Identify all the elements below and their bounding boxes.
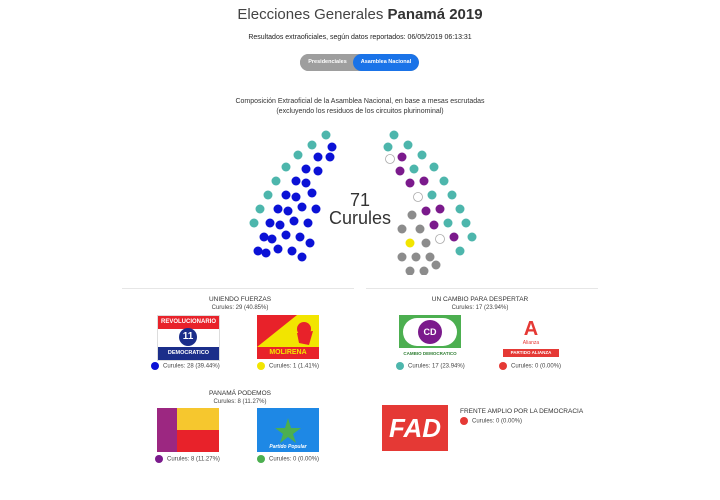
left-seat (298, 253, 307, 262)
right-seat (406, 267, 415, 276)
partido-popular-logo-text: Partido Popular (269, 444, 307, 450)
right-seat (422, 207, 431, 216)
right-seat (384, 143, 393, 152)
right-seat (398, 153, 407, 162)
alianza-logo-letter: A (523, 318, 539, 340)
prd-logo-number: 11 (179, 328, 197, 346)
podemos-color-dot (155, 455, 163, 463)
alianza-color-dot (499, 362, 507, 370)
group-title: FRENTE AMPLIO POR LA DEMOCRACIA (460, 408, 584, 415)
partido-popular-logo (257, 408, 319, 452)
left-seat (298, 203, 307, 212)
right-seat (444, 219, 453, 228)
prd-stat-text: Curules: 28 (39.44%) (163, 363, 220, 370)
left-seat (284, 207, 293, 216)
group-seats: Curules: 8 (11.27%) (213, 399, 267, 405)
left-seat (282, 191, 291, 200)
podemos-logo (157, 408, 219, 452)
left-seat (266, 219, 275, 228)
title-bold: Panamá 2019 (387, 6, 483, 23)
right-seat (418, 151, 427, 160)
alianza-stat-text: Curules: 0 (0.00%) (511, 363, 562, 370)
left-seat (292, 193, 301, 202)
right-seat (396, 167, 405, 176)
fad-stat-text: Curules: 0 (0.00%) (472, 418, 523, 425)
alianza-logo-small: Alianza (522, 340, 540, 346)
left-seat (314, 153, 323, 162)
right-seat (422, 239, 431, 248)
left-seat (306, 239, 315, 248)
left-seat (292, 177, 301, 186)
right-seat (456, 247, 465, 256)
alianza-logo-bottom: PARTIDO ALIANZA (503, 349, 559, 357)
cd-stat-text: Curules: 17 (23.94%) (408, 363, 465, 370)
left-seat (296, 233, 305, 242)
right-seat (450, 233, 459, 242)
right-seat (440, 177, 449, 186)
fad-logo (382, 405, 448, 451)
group-frente-amplio (460, 408, 620, 416)
right-seat (436, 205, 445, 214)
prd-stat (151, 362, 220, 372)
right-seat (398, 253, 407, 262)
left-seat (272, 177, 281, 186)
molirena-logo-text: MOLIRENA (257, 347, 319, 359)
podemos-stat (155, 455, 220, 465)
right-seat (432, 261, 441, 270)
total-seats: 71 (349, 190, 371, 210)
divider-left (122, 288, 354, 289)
left-seat (322, 131, 331, 140)
left-seat (282, 231, 291, 240)
prd-logo (157, 315, 220, 361)
group-uniendo-fuerzas (130, 296, 350, 312)
popular-stat-text: Curules: 0 (0.00%) (269, 456, 320, 463)
left-seat (250, 219, 259, 228)
cd-logo-text: CD (418, 320, 442, 344)
left-seat (274, 205, 283, 214)
fad-color-dot (460, 417, 468, 425)
prd-logo-bottom: DEMOCRATICO (158, 347, 219, 360)
cd-logo-bottom: CAMBIO DEMOCRATICO (399, 348, 461, 359)
cd-color-dot (396, 362, 404, 370)
right-seat (414, 193, 423, 202)
left-seat (328, 143, 337, 152)
composition-line2: (excluyendo los residuos de los circuitos plurinominal) (276, 108, 444, 115)
group-title: PANAMÁ PODEMOS (208, 390, 271, 397)
alianza-stat (499, 362, 561, 372)
cd-stat (396, 362, 465, 372)
podemos-stat-text: Curules: 8 (11.27%) (167, 456, 220, 463)
left-seat (294, 151, 303, 160)
right-seat (428, 191, 437, 200)
popular-color-dot (257, 455, 265, 463)
right-seat (404, 141, 413, 150)
left-seat (264, 191, 273, 200)
group-seats: Curules: 17 (23.94%) (451, 305, 509, 311)
left-seat (302, 165, 311, 174)
total-seats-label: Curules (328, 208, 392, 228)
group-panama-podemos (130, 390, 350, 406)
left-seat (268, 235, 277, 244)
right-seat (406, 179, 415, 188)
right-seat (412, 253, 421, 262)
left-seat (282, 163, 291, 172)
fad-logo-text: FAD (389, 413, 441, 443)
left-seat (262, 249, 271, 258)
alianza-logo (500, 318, 562, 358)
molirena-stat-text: Curules: 1 (1.41%) (269, 363, 320, 370)
left-seat (256, 205, 265, 214)
composition-line1: Composición Extraoficial de la Asamblea Nacional, en base a mesas escrutadas (235, 98, 485, 105)
right-seat (436, 235, 445, 244)
right-seat (410, 165, 419, 174)
group-seats: Curules: 29 (40.85%) (211, 305, 269, 311)
group-title: UN CAMBIO PARA DESPERTAR (431, 296, 529, 303)
molirena-stat (257, 362, 319, 372)
left-seat (254, 247, 263, 256)
divider-right (366, 288, 598, 289)
right-seat (462, 219, 471, 228)
toggle-asamblea-nacional[interactable]: Asamblea Nacional (353, 54, 419, 71)
left-seat (302, 179, 311, 188)
left-seat (290, 217, 299, 226)
toggle-presidenciales[interactable]: Presidenciales (300, 54, 355, 71)
right-seat (408, 211, 417, 220)
left-seat (308, 189, 317, 198)
molirena-logo (257, 315, 319, 359)
right-seat (390, 131, 399, 140)
left-seat (304, 219, 313, 228)
left-seat (288, 247, 297, 256)
right-seat (416, 225, 425, 234)
composition-title (200, 97, 520, 117)
left-seat (326, 153, 335, 162)
right-seat (468, 233, 477, 242)
group-title: UNIENDO FUERZAS (208, 296, 272, 303)
right-seat (420, 267, 429, 276)
right-seat (456, 205, 465, 214)
right-seat (420, 177, 429, 186)
right-seat (430, 221, 439, 230)
group-un-cambio (370, 296, 590, 312)
page-title (0, 6, 720, 23)
prd-color-dot (151, 362, 159, 370)
left-seat (276, 221, 285, 230)
prd-logo-top: REVOLUCIONARIO (158, 316, 219, 329)
molirena-color-dot (257, 362, 265, 370)
results-timestamp: Resultados extraoficiales, según datos reportados: 06/05/2019 06:13:31 (248, 34, 472, 41)
left-seat (308, 141, 317, 150)
left-seat (274, 245, 283, 254)
title-prefix: Elecciones Generales (237, 6, 384, 23)
popular-stat (257, 455, 319, 465)
left-seat (314, 167, 323, 176)
left-seat (260, 233, 269, 242)
right-seat (386, 155, 395, 164)
right-seat (426, 253, 435, 262)
right-seat (430, 163, 439, 172)
fad-stat (460, 417, 522, 427)
right-seat (406, 239, 415, 248)
view-toggle (300, 54, 419, 71)
cd-logo (399, 315, 461, 359)
right-seat (448, 191, 457, 200)
